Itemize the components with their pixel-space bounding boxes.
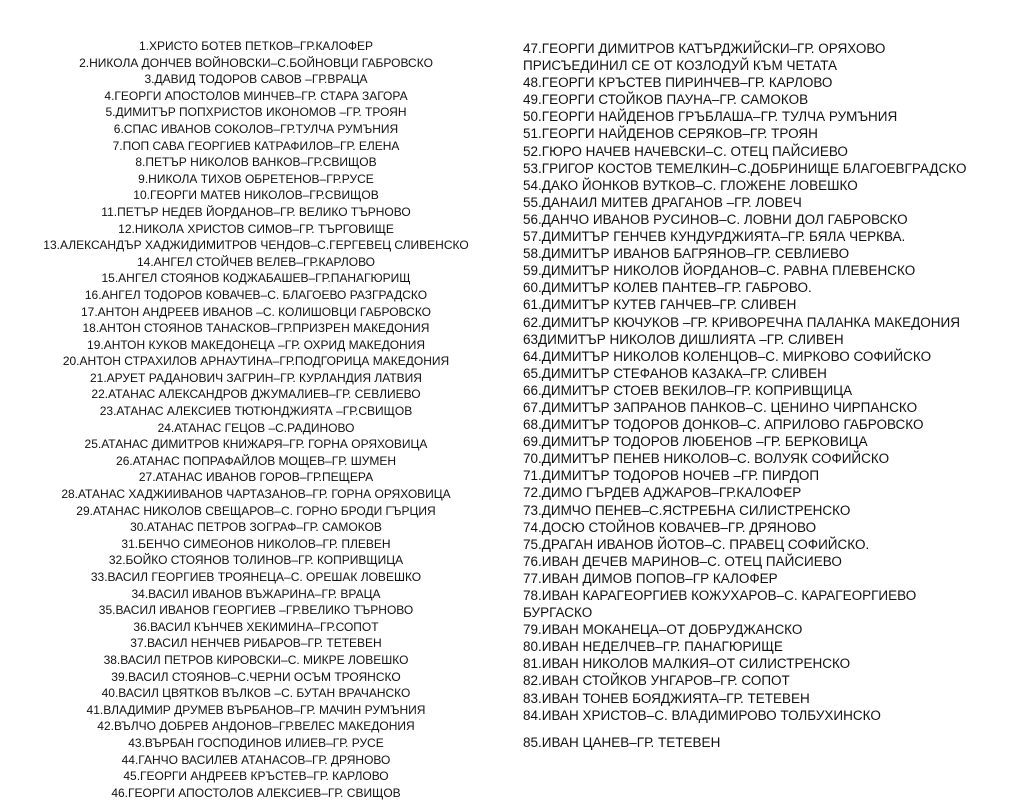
list-item: БУРГАСКО — [523, 605, 593, 621]
list-item: 54.ДАКО ЙОНКОВ ВУТКОВ–С. ГЛОЖЕНЕ ЛОВЕШКО — [523, 177, 858, 193]
list-item: 68.ДИМИТЪР ТОДОРОВ ДОНКОВ–С. АПРИЛОВО ГАБРОВСКО — [523, 417, 924, 433]
list-item: 43.ВЪРБАН ГОСПОДИНОВ ИЛИЕВ–ГР. РУСЕ — [128, 735, 384, 750]
list-item: 17.АНТОН АНДРЕЕВ ИВАНОВ –С. КОЛИШОВЦИ ГАБРОВСКО — [80, 304, 432, 319]
list-item: 77.ИВАН ДИМОВ ПОПОВ–ГР КАЛОФЕР — [523, 570, 778, 586]
list-item: 24.АТАНАС ГЕЦОВ –С.РАДИНОВО — [157, 420, 355, 435]
list-item: 75.ДРАГАН ИВАНОВ ЙОТОВ–С. ПРАВЕЦ СОФИЙСКО. — [523, 536, 870, 552]
list-item: 42.ВЪЛЧО ДОБРЕВ АНДОНОВ–ГР.ВЕЛЕС МАКЕДОНИЯ — [97, 719, 415, 734]
list-item: 34.ВАСИЛ ИВАНОВ ВЪЖАРИНА–ГР. ВРАЦА — [131, 586, 381, 601]
list-item: 64.ДИМИТЪР НИКОЛОВ КОЛЕНЦОВ–С. МИРКОВО СОФИЙСКО — [523, 348, 932, 364]
list-item: 66.ДИМИТЪР СТОЕВ ВЕКИЛОВ–ГР. КОПРИВЩИЦА — [523, 382, 853, 398]
list-item: 15.АНГЕЛ СТОЯНОВ КОДЖАБАШЕВ–ГР.ПАНАГЮРИЩ — [101, 271, 411, 286]
left-column — [0, 38, 512, 801]
list-item: 48.ГЕОРГИ КРЪСТЕВ ПИРИНЧЕВ–ГР. КАРЛОВО — [523, 75, 833, 91]
list-item: ПРИСЪЕДИНИЛ СЕ ОТ КОЗЛОДУЙ КЪМ ЧЕТАТА — [523, 58, 838, 74]
list-item: 63ДИМИТЪР НИКОЛОВ ДИШЛИЯТА –ГР. СЛИВЕН — [523, 331, 844, 347]
list-item: 8.ПЕТЪР НИКОЛОВ ВАНКОВ–ГР.СВИЩОВ — [135, 155, 377, 170]
list-item: 18.АНТОН СТОЯНОВ ТАНАСКОВ–ГР.ПРИЗРЕН МАКЕДОНИЯ — [82, 321, 430, 336]
list-item: 44.ГАНЧО ВАСИЛЕВ АТАНАСОВ–ГР. ДРЯНОВО — [121, 752, 391, 767]
list-item: 79.ИВАН МОКАНЕЦА–ОТ ДОБРУДЖАНСКО — [523, 622, 803, 638]
list-item: 23.АТАНАС АЛЕКСИЕВ ТЮТЮНДЖИЯТА –ГР.СВИЩОВ — [99, 404, 413, 419]
list-item: 71.ДИМИТЪР ТОДОРОВ НОЧЕВ –ГР. ПИРДОП — [523, 468, 820, 484]
list-item: 60.ДИМИТЪР КОЛЕВ ПАНТЕВ–ГР. ГАБРОВО. — [523, 280, 812, 296]
list-item: 46.ГЕОРГИ АПОСТОЛОВ АЛЕКСИЕВ–ГР. СВИЩОВ — [111, 785, 401, 800]
list-item: 32.БОЙКО СТОЯНОВ ТОЛИНОВ–ГР. КОПРИВЩИЦА — [108, 553, 404, 568]
list-item: 39.ВАСИЛ СТОЯНОВ–С.ЧЕРНИ ОСЪМ ТРОЯНСКО — [111, 669, 401, 684]
list-item: 52.ГЮРО НАЧЕВ НАЧЕВСКИ–С. ОТЕЦ ПАЙСИЕВО — [523, 143, 848, 159]
list-item: 62.ДИМИТЪР КЮЧУКОВ –ГР. КРИВОРЕЧНА ПАЛАНКА МАКЕДОНИЯ — [523, 314, 960, 330]
list-item: 26.АТАНАС ПОПРАФАЙЛОВ МОЩЕВ–ГР. ШУМЕН — [116, 453, 396, 468]
list-item: 10.ГЕОРГИ МАТЕВ НИКОЛОВ–ГР.СВИЩОВ — [133, 188, 379, 203]
list-item: 14.АНГЕЛ СТОЙЧЕВ ВЕЛЕВ–ГР.КАРЛОВО — [136, 254, 376, 269]
list-item: 78.ИВАН КАРАГЕОРГИЕВ КОЖУХАРОВ–С. КАРАГЕОРГИЕВО — [523, 588, 917, 603]
list-item: 11.ПЕТЪР НЕДЕВ ЙОРДАНОВ–ГР. ВЕЛИКО ТЪРНОВО — [101, 204, 411, 219]
list-item: 59.ДИМИТЪР НИКОЛОВ ЙОРДАНОВ–С. РАВНА ПЛЕВЕНСКО — [523, 263, 916, 279]
list-item: 58.ДИМИТЪР ИВАНОВ БАГРЯНОВ–ГР. СЕВЛИЕВО — [523, 246, 850, 262]
list-item: 69.ДИМИТЪР ТОДОРОВ ЛЮБЕНОВ –ГР. БЕРКОВИЦА — [523, 434, 868, 450]
list-item: 21.АРУЕТ РАДАНОВИЧ ЗАГРИН–ГР. КУРЛАНДИЯ ЛАТВИЯ — [90, 370, 422, 385]
list-item: 38.ВАСИЛ ПЕТРОВ КИРОВСКИ–С. МИКРЕ ЛОВЕШКО — [103, 652, 409, 667]
list-item: 4.ГЕОРГИ АПОСТОЛОВ МИНЧЕВ–ГР. СТАРА ЗАГОРА — [104, 88, 408, 103]
list-item: 72.ДИМО ГЪРДЕВ АДЖАРОВ–ГР.КАЛОФЕР — [523, 485, 802, 501]
list-item: 2.НИКОЛА ДОНЧЕВ ВОЙНОВСКИ–С.БОЙНОВЦИ ГАБРОВСКО — [79, 55, 433, 70]
list-item: 65.ДИМИТЪР СТЕФАНОВ КАЗАКА–ГР. СЛИВЕН — [523, 365, 827, 381]
list-item: 35.ВАСИЛ ИВАНОВ ГЕОРГИЕВ –ГР.ВЕЛИКО ТЪРНОВО — [98, 603, 414, 618]
list-item: 53.ГРИГОР КОСТОВ ТЕМЕЛКИН–С.ДОБРИНИЩЕ БЛАГОЕВГРАДСКО — [523, 160, 967, 176]
list-item: 37.ВАСИЛ НЕНЧЕВ РИБАРОВ–ГР. ТЕТЕВЕН — [130, 636, 382, 651]
list-item: 27.АТАНАС ИВАНОВ ГОРОВ–ГР.ПЕЩЕРА — [138, 470, 374, 485]
list-item: 3.ДАВИД ТОДОРОВ САВОВ –ГР.ВРАЦА — [144, 72, 368, 87]
list-item: 12.НИКОЛА ХРИСТОВ СИМОВ–ГР. ТЪРГОВИЩЕ — [118, 221, 394, 236]
list-item: 70.ДИМИТЪР ПЕНЕВ НИКОЛОВ–С. ВОЛУЯК СОФИЙСКО — [523, 451, 890, 467]
list-item: 13.АЛЕКСАНДЪР ХАДЖИДИМИТРОВ ЧЕНДОВ–С.ГЕРГЕВЕЦ СЛИВЕНСКО — [43, 238, 469, 253]
list-item: 80.ИВАН НЕДЕЛЧЕВ–ГР. ПАНАГЮРИЩЕ — [523, 639, 783, 655]
list-item: 57.ДИМИТЪР ГЕНЧЕВ КУНДУРДЖИЯТА–ГР. БЯЛА ЧЕРКВА. — [523, 229, 906, 245]
list-item: 67.ДИМИТЪР ЗАПРАНОВ ПАНКОВ–С. ЦЕНИНО ЧИРПАНСКО — [523, 399, 918, 415]
right-column — [523, 40, 1018, 751]
list-item: 9.НИКОЛА ТИХОВ ОБРЕТЕНОВ–ГР.РУСЕ — [138, 171, 374, 186]
list-item: 25.АТАНАС ДИМИТРОВ КНИЖАРЯ–ГР. ГОРНА ОРЯХОВИЦА — [84, 437, 428, 452]
list-item: 56.ДАНЧО ИВАНОВ РУСИНОВ–С. ЛОВНИ ДОЛ ГАБРОВСКО — [523, 211, 908, 227]
list-item: 83.ИВАН ТОНЕВ БОЯДЖИЯТА–ГР. ТЕТЕВЕН — [523, 690, 810, 706]
list-gap — [523, 724, 1018, 734]
list-item: 19.АНТОН КУКОВ МАКЕДОНЕЦА –ГР. ОХРИД МАКЕДОНИЯ — [87, 337, 425, 352]
list-item: 29.АТАНАС НИКОЛОВ СВЕЩАРОВ–С. ГОРНО БРОДИ ГЪРЦИЯ — [76, 503, 436, 518]
list-item: 85.ИВАН ЦАНЕВ–ГР. ТЕТЕВЕН — [523, 734, 721, 750]
list-item: 5.ДИМИТЪР ПОПХРИСТОВ ИКОНОМОВ –ГР. ТРОЯН — [105, 105, 407, 120]
list-item: 49.ГЕОРГИ СТОЙКОВ ПАУНА–ГР. САМОКОВ — [523, 92, 809, 108]
list-item: 81.ИВАН НИКОЛОВ МАЛКИЯ–ОТ СИЛИСТРЕНСКО — [523, 656, 851, 672]
list-item: 51.ГЕОРГИ НАЙДЕНОВ СЕРЯКОВ–ГР. ТРОЯН — [523, 126, 818, 142]
list-item: 76.ИВАН ДЕЧЕВ МАРИНОВ–С. ОТЕЦ ПАЙСИЕВО — [523, 553, 842, 569]
list-item: 41.ВЛАДИМИР ДРУМЕВ ВЪРБАНОВ–ГР. МАЧИН РУМЪНИЯ — [86, 702, 426, 717]
list-item: 31.БЕНЧО СИМЕОНОВ НИКОЛОВ–ГР. ПЛЕВЕН — [121, 536, 391, 551]
list-item: 20.АНТОН СТРАХИЛОВ АРНАУТИНА–ГР.ПОДГОРИЦА МАКЕДОНИЯ — [62, 354, 450, 369]
list-item: 82.ИВАН СТОЙКОВ УНГАРОВ–ГР. СОПОТ — [523, 673, 790, 689]
list-item: 36.ВАСИЛ КЪНЧЕВ ХЕКИМИНА–ГР.СОПОТ — [133, 619, 379, 634]
list-item: 74.ДОСЮ СТОЙНОВ КОВАЧЕВ–ГР. ДРЯНОВО — [523, 519, 817, 535]
list-item: 61.ДИМИТЪР КУТЕВ ГАНЧЕВ–ГР. СЛИВЕН — [523, 297, 797, 313]
list-item: 1.ХРИСТО БОТЕВ ПЕТКОВ–ГР.КАЛОФЕР — [138, 39, 374, 53]
list-item: 30.АТАНАС ПЕТРОВ ЗОГРАФ–ГР. САМОКОВ — [130, 520, 382, 535]
list-item: 7.ПОП САВА ГЕОРГИЕВ КАТРАФИЛОВ–ГР. ЕЛЕНА — [112, 138, 400, 153]
list-item: 40.ВАСИЛ ЦВЯТКОВ ВЪЛКОВ –С. БУТАН ВРАЧАНСКО — [101, 686, 411, 701]
list-item: 47.ГЕОРГИ ДИМИТРОВ КАТЪРДЖИЙСКИ–ГР. ОРЯХОВО — [523, 41, 886, 56]
list-item: 33.ВАСИЛ ГЕОРГИЕВ ТРОЯНЕЦА–С. ОРЕШАК ЛОВЕШКО — [90, 570, 422, 584]
list-item: 45.ГЕОРГИ АНДРЕЕВ КРЪСТЕВ–ГР. КАРЛОВО — [123, 769, 389, 784]
list-item: 55.ДАНАИЛ МИТЕВ ДРАГАНОВ –ГР. ЛОВЕЧ — [523, 194, 802, 210]
list-item: 84.ИВАН ХРИСТОВ–С. ВЛАДИМИРОВО ТОЛБУХИНСКО — [523, 707, 881, 723]
list-item: 28.АТАНАС ХАДЖИИВАНОВ ЧАРТАЗАНОВ–ГР. ГОРНА ОРЯХОВИЦА — [61, 487, 451, 502]
list-item: 16.АНГЕЛ ТОДОРОВ КОВАЧЕВ–С. БЛАГОЕВО РАЗГРАДСКО — [84, 287, 428, 302]
list-item: 50.ГЕОРГИ НАЙДЕНОВ ГРЪБЛАША–ГР. ТУЛЧА РУМЪНИЯ — [523, 109, 898, 125]
list-item: 73.ДИМЧО ПЕНЕВ–С.ЯСТРЕБНА СИЛИСТРЕНСКО — [523, 502, 851, 518]
list-item: 22.АТАНАС АЛЕКСАНДРОВ ДЖУМАЛИЕВ–ГР. СЕВЛИЕВО — [91, 387, 421, 402]
list-item: 6.СПАС ИВАНОВ СОКОЛОВ–ГР.ТУЛЧА РУМЪНИЯ — [113, 121, 399, 136]
